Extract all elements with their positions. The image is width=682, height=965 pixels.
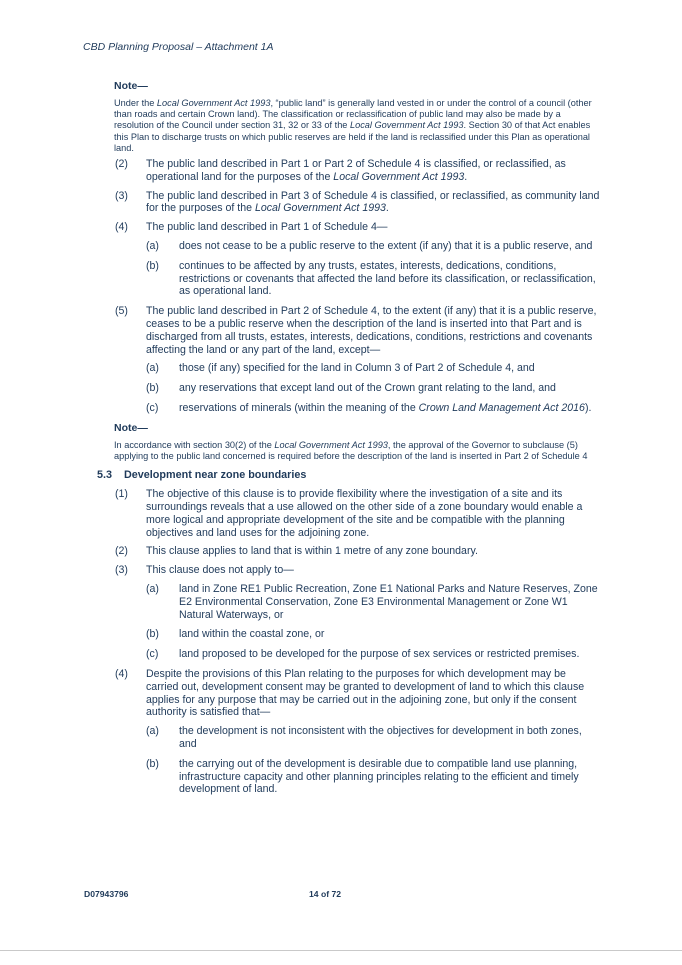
clause-5-a: (a) those (if any) specified for the land in Column 3 of Part 2 of Schedule 4, and	[146, 362, 535, 375]
page-number: 14 of 72	[309, 889, 342, 899]
note-text: In accordance with section 30(2) of the Local Government Act 1993, the approval of the Governor to subclause (5) applying to the public land concerned is required before the description of the land is inserted in Part 2 of Schedule 4	[114, 439, 588, 461]
clause-4: (4) The public land described in Part 1 of Schedule 4—	[115, 221, 388, 234]
document-id: D07943796	[84, 889, 129, 899]
page-content	[85, 80, 600, 803]
clause-number: (4)	[115, 221, 128, 234]
clause-4-b: (b) continues to be affected by any trusts, estates, interests, dedications, conditions, restrictions or covenants that affected the land before its classification, or reclassification, as operational land.	[146, 259, 596, 298]
section-clause-4-b: (b) the carrying out of the development is desirable due to compatible land use planning, infrastructure capacity and other planning principles relating to the efficient and timely development of land.	[146, 757, 579, 796]
clause-4-a: (a) does not cease to be a public reserve to the extent (if any) that it is a public reserve, and	[146, 240, 593, 252]
section-clause-3-a: (a) land in Zone RE1 Public Recreation, Zone E1 National Parks and Nature Reserves, Zone E2 Environmental Conservation, Zone E3 Environmental Management or Zone W1 Natural Waterways, or	[146, 582, 598, 621]
clause-2: (2) The public land described in Part 1 or Part 2 of Schedule 4 is classified, or reclassified, as operational land for the purposes of the Local Government Act 1993.	[115, 158, 566, 183]
section-clause-2: (2) This clause applies to land that is within 1 metre of any zone boundary.	[115, 545, 478, 558]
clause-number: (3)	[115, 189, 128, 202]
section-clause-4: (4) Despite the provisions of this Plan relating to the purposes for which development may be carried out, development consent may be granted to development of land to which this clause applies for any purpose that may be carried out in the adjoining zone, but only if the consent authority is satisfied that—	[115, 667, 585, 719]
page-divider	[0, 950, 682, 951]
section-clause-1: (1) The objective of this clause is to provide flexibility where the investigation of a site and its surroundings reveals that a use allowed on the other side of a zone boundary would enable a more logical and appropriate development of the site and be compatible with the planning objectives and land uses for the adjoining zone.	[115, 488, 583, 539]
clause-3: (3) The public land described in Part 3 of Schedule 4 is classified, or reclassified, as community land for the purposes of the Local Government Act 1993.	[115, 189, 600, 215]
note-title: Note—	[114, 80, 148, 92]
page-header: CBD Planning Proposal – Attachment 1A	[83, 41, 274, 53]
section-heading: 5.3 Development near zone boundaries	[97, 469, 307, 482]
note-title: Note—	[114, 421, 148, 434]
section-clause-3-b: (b) land within the coastal zone, or	[146, 628, 325, 641]
clause-5: (5) The public land described in Part 2 of Schedule 4, to the extent (if any) that it is a public reserve, ceases to be a public reserve when the description of the land is inserted into that Part and is discharged from all trusts, estates, interests, dedications, conditions, restrictions and covenants affecting the land or any part of the land, except—	[115, 305, 597, 356]
clause-number: (5)	[115, 305, 128, 318]
note-text: Under the Local Government Act 1993, “public land” is generally land vested in or under the control of a council (other than roads and certain Crown land). The classification or reclassification of public land may also be made by a resolution of the Council under section 31, 32 or 33 of the Local Government Act 1993. Section 30 of that Act enables this Plan to discharge trusts on which public reserves are held if the land is reclassified under this Plan as operational land.	[114, 98, 592, 153]
section-clause-3: (3) This clause does not apply to—	[115, 564, 294, 577]
clause-number: (2)	[115, 158, 128, 171]
section-clause-4-a: (a) the development is not inconsistent with the objectives for development in both zones, and	[146, 725, 582, 750]
clause-5-c: (c) reservations of minerals (within the meaning of the Crown Land Management Act 2016).	[146, 401, 592, 414]
clause-5-b: (b) any reservations that except land out of the Crown grant relating to the land, and	[146, 382, 556, 395]
section-clause-3-c: (c) land proposed to be developed for the purpose of sex services or restricted premises.	[146, 648, 580, 661]
